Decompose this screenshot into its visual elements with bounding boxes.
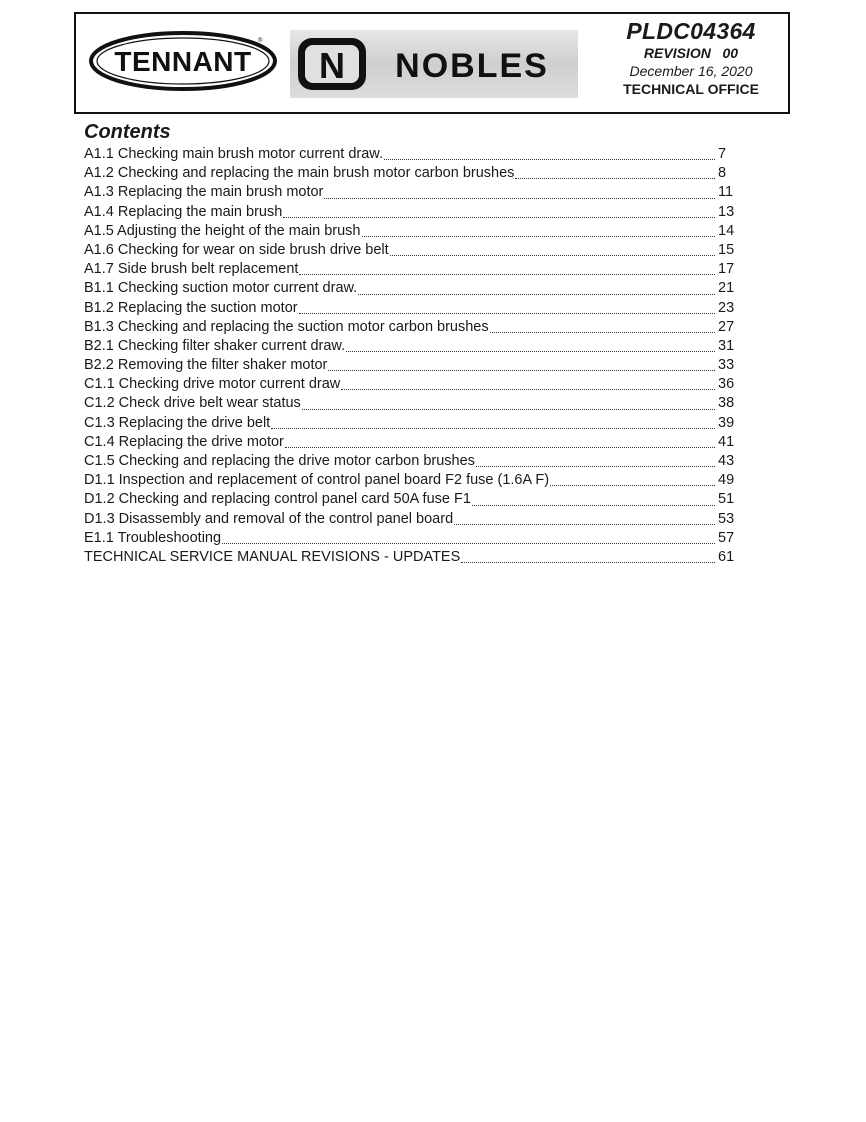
table-of-contents <box>84 145 746 567</box>
toc-dot-leader <box>328 370 715 371</box>
toc-entry[interactable] <box>84 241 746 260</box>
toc-entry-label: D1.3 Disassembly and removal of the control panel board <box>84 510 454 527</box>
toc-dot-leader <box>476 466 715 467</box>
toc-entry-page: 49 <box>718 472 735 489</box>
toc-entry-page: 51 <box>718 491 735 508</box>
toc-entry-label: B1.1 Checking suction motor current draw. <box>84 280 358 297</box>
toc-dot-leader <box>384 159 715 160</box>
toc-entry-page: 61 <box>718 548 735 565</box>
toc-dot-leader <box>362 236 716 237</box>
toc-entry-label: A1.2 Checking and replacing the main brush motor carbon brushes <box>84 165 515 182</box>
toc-dot-leader <box>302 409 715 410</box>
toc-entry-page: 13 <box>718 203 735 220</box>
toc-entry[interactable] <box>84 356 746 375</box>
toc-entry[interactable] <box>84 145 746 164</box>
toc-entry-label: B2.2 Removing the filter shaker motor <box>84 357 328 374</box>
toc-dot-leader <box>341 389 715 390</box>
toc-entry-label: A1.1 Checking main brush motor current draw. <box>84 146 383 162</box>
toc-entry-page: 23 <box>718 299 735 316</box>
toc-dot-leader <box>271 428 715 429</box>
nobles-logo-text: NOBLES <box>395 47 549 85</box>
toc-entry-page: 14 <box>718 222 735 239</box>
toc-entry[interactable] <box>84 490 746 509</box>
office-label: TECHNICAL OFFICE <box>623 81 759 97</box>
toc-dot-leader <box>285 447 715 448</box>
toc-entry[interactable] <box>84 452 746 471</box>
toc-entry-label: C1.4 Replacing the drive motor <box>84 433 284 450</box>
toc-entry-label: D1.1 Inspection and replacement of control panel board F2 fuse (1.6A F) <box>84 472 550 489</box>
toc-entry-label: C1.3 Replacing the drive belt <box>84 414 271 431</box>
toc-entry-page: 57 <box>718 529 735 546</box>
toc-entry-label: A1.4 Replacing the main brush <box>84 203 283 220</box>
toc-dot-leader <box>299 313 715 314</box>
document-date: December 16, 2020 <box>629 63 753 79</box>
toc-entry-label: A1.6 Checking for wear on side brush drive belt <box>84 241 389 258</box>
toc-entry[interactable] <box>84 337 746 356</box>
svg-text:N: N <box>319 45 345 86</box>
toc-entry-label: B2.1 Checking filter shaker current draw. <box>84 337 346 354</box>
toc-entry-label: C1.1 Checking drive motor current draw <box>84 376 341 393</box>
toc-entry[interactable] <box>84 299 746 318</box>
toc-entry[interactable] <box>84 471 746 490</box>
toc-entry-label: B1.3 Checking and replacing the suction motor carbon brushes <box>84 318 489 335</box>
toc-dot-leader <box>550 485 715 486</box>
toc-entry[interactable] <box>84 394 746 413</box>
toc-entry-page: 39 <box>718 414 735 431</box>
toc-dot-leader <box>490 332 715 333</box>
tennant-logo-text: TENNANT <box>114 46 252 77</box>
toc-entry[interactable] <box>84 414 746 433</box>
nobles-logo-graphic <box>290 30 578 98</box>
toc-entry-page: 15 <box>718 241 735 258</box>
toc-entry-label: TECHNICAL SERVICE MANUAL REVISIONS - UPDATES <box>84 548 461 565</box>
contents-title: Contents <box>84 121 171 143</box>
toc-entry-page: 38 <box>718 395 735 412</box>
toc-dot-leader <box>461 562 715 563</box>
toc-entry-page: 33 <box>718 357 735 374</box>
toc-entry-label: A1.3 Replacing the main brush motor <box>84 184 324 201</box>
toc-entry-label: B1.2 Replacing the suction motor <box>84 299 298 316</box>
svg-text:®: ® <box>258 38 263 44</box>
revision-label: REVISION 00 <box>643 45 739 61</box>
toc-entry-label: E1.1 Troubleshooting <box>84 529 222 546</box>
toc-entry[interactable] <box>84 375 746 394</box>
nobles-logo <box>290 30 578 98</box>
document-info <box>606 18 776 98</box>
toc-entry[interactable] <box>84 529 746 548</box>
toc-dot-leader <box>299 274 715 275</box>
toc-entry-page: 43 <box>718 453 735 469</box>
toc-entry-label: C1.2 Check drive belt wear status <box>84 395 301 412</box>
toc-dot-leader <box>346 351 715 352</box>
document-header <box>74 12 790 114</box>
toc-entry-label: C1.5 Checking and replacing the drive motor carbon brushes <box>84 453 475 469</box>
toc-entry-page: 36 <box>718 376 735 393</box>
toc-entry-page: 11 <box>718 184 734 201</box>
toc-dot-leader <box>222 543 715 544</box>
toc-entry[interactable] <box>84 203 746 222</box>
toc-entry[interactable] <box>84 318 746 337</box>
toc-entry[interactable] <box>84 279 746 298</box>
toc-entry[interactable] <box>84 548 746 567</box>
toc-dot-leader <box>390 255 715 256</box>
toc-entry-page: 27 <box>718 318 735 335</box>
tennant-logo <box>88 30 278 92</box>
toc-entry[interactable] <box>84 183 746 202</box>
toc-entry-label: A1.5 Adjusting the height of the main brush <box>84 222 361 239</box>
toc-entry-label: A1.7 Side brush belt replacement <box>84 261 299 278</box>
toc-entry[interactable] <box>84 510 746 529</box>
toc-dot-leader <box>324 198 715 199</box>
toc-dot-leader <box>472 505 715 506</box>
toc-dot-leader <box>358 294 715 295</box>
toc-entry-page: 41 <box>718 433 735 450</box>
toc-dot-leader <box>454 524 715 525</box>
toc-entry-page: 7 <box>718 146 727 162</box>
toc-entry[interactable] <box>84 164 746 183</box>
toc-entry-page: 53 <box>718 510 735 527</box>
toc-entry[interactable] <box>84 433 746 452</box>
toc-entry-page: 8 <box>718 165 727 182</box>
toc-entry-page: 17 <box>718 261 735 278</box>
toc-entry[interactable] <box>84 260 746 279</box>
toc-entry-label: D1.2 Checking and replacing control panel card 50A fuse F1 <box>84 491 471 508</box>
document-code: PLDC04364 <box>626 18 756 44</box>
toc-entry-page: 31 <box>718 337 735 354</box>
toc-entry[interactable] <box>84 222 746 241</box>
toc-dot-leader <box>515 178 715 179</box>
toc-dot-leader <box>283 217 715 218</box>
toc-entry-page: 21 <box>718 280 735 297</box>
